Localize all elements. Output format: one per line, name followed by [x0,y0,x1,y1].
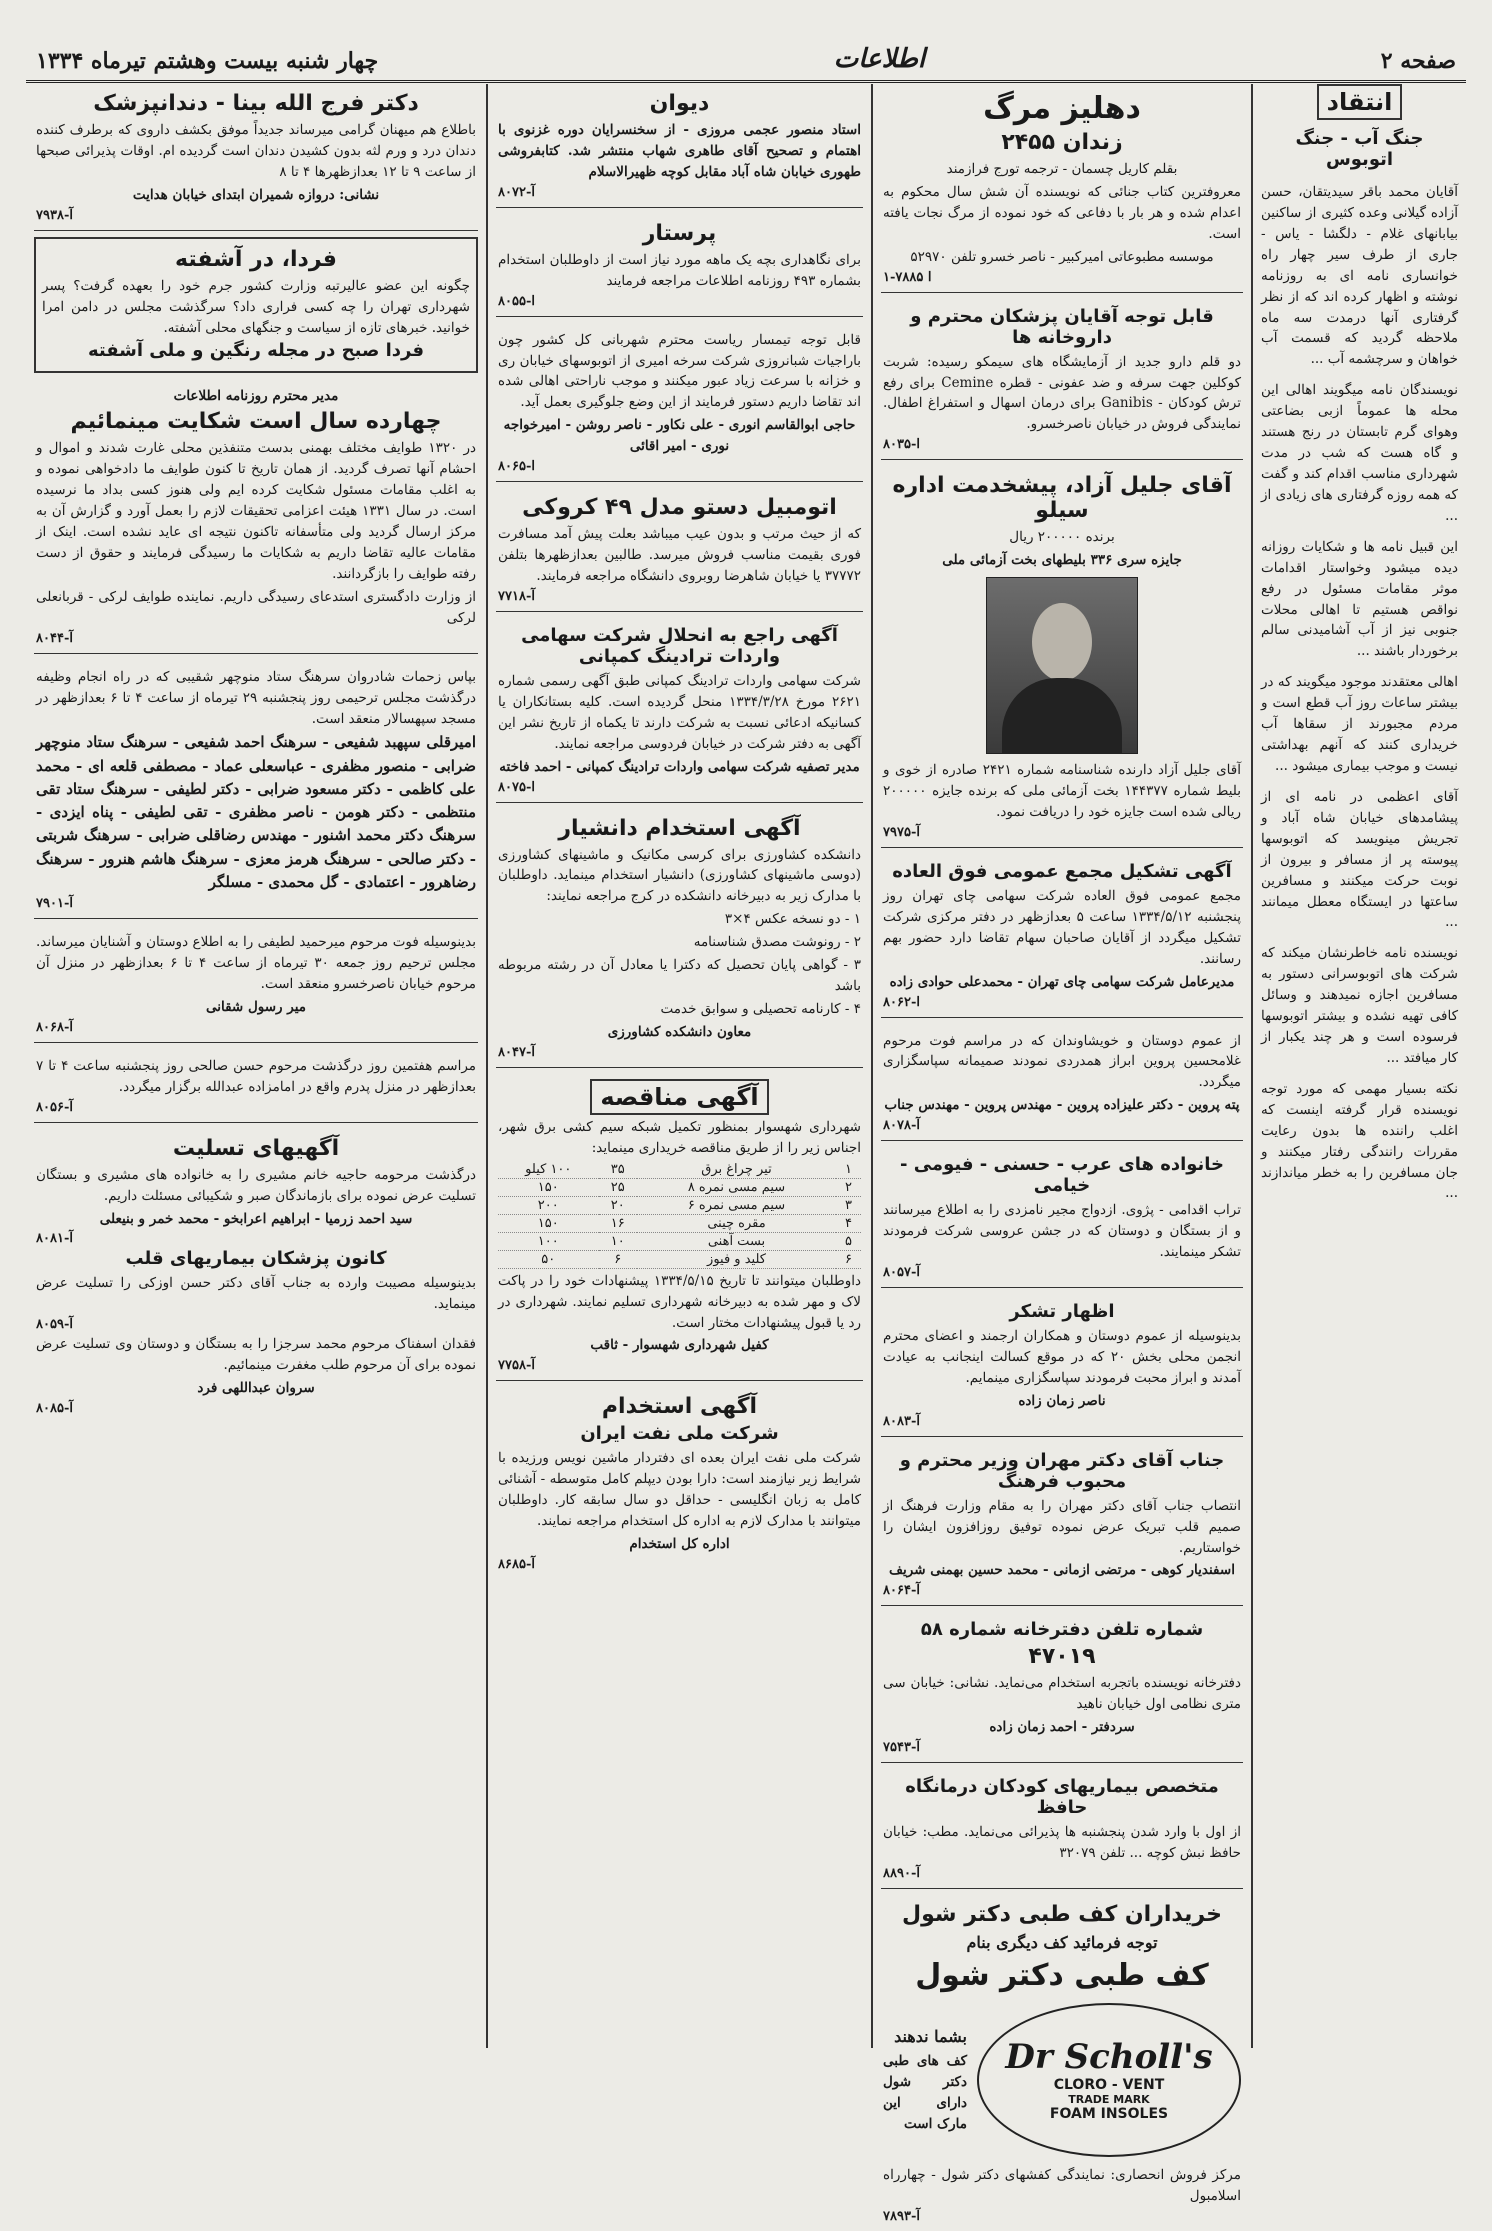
table-row [498,1214,861,1232]
ad-publisher: موسسه مطبوعاتی امیرکبیر - ناصر خسرو تلفن ۵۲۹۷۰ [910,248,1214,265]
ad-pediatric [881,1769,1243,1889]
table-cell: ۵۰ [498,1250,599,1268]
table-cell: ۱۰ [599,1232,637,1250]
ad-side-text: کف های طبی دکتر شول دارای این مارک است [883,2053,967,2133]
table-cell: بست آهنی [637,1232,836,1250]
ad-title: قابل توجه آقایان پزشکان محترم و داروخانه ها [910,305,1214,348]
ad-title: پرستار [642,220,717,246]
table-cell: ۳ [836,1196,861,1214]
brand-line: CLORO - VENT [1053,2077,1165,2094]
ad-title: دهلیز مرگ [983,91,1141,126]
ad-body: شهرداری شهسوار بمنظور تکمیل شبکه سیم کشی برق شهر، اجناس زیر را از طریق مناقصه خریداری مینماید: [498,1118,861,1156]
ad-body: در ۱۳۲۰ طوایف مختلف بهمنی بدست متنفذین محلی غارت شدند و اموال و احشام آنها تصرف گردید. از همان تاریخ تا کنون طوایف ما دادخواهی نموده و به اغلب مقامات مسئول شکایت کرده ایم ولی هنوز کسی بداد ما نرسیده است. در سال ۱۳۳۱ هیئت اعزامی تحقیقات لازم را بعمل آورد و گزارش آن به مرکز ارسال گردید ولی متأسفانه تاکنون نتیجه ای عاید نشده است. اینک از مقامات عالیه تقاضا داریم به شکایات ما رسیدگی فرمایند و حقوق از دست رفته طوایف را بازگردانند. [36,440,476,582]
ad-title: آگهی راجع به انحلال شرکت سهامی واردات ترادینگ کمپانی [521,624,838,667]
ad-body: که از حیث مرتب و بدون عیب میباشد بعلت پیش آمد مسافرت فوری بقیمت مناسب فروش میرسد. طالبین بعدازظهرها بتلفن ۳۷۷۷۲ یا خیابان شاهرضا روبروی دانشگاه مراجعه فرمایند. [498,526,861,584]
page-number: صفحه ۲ [1380,48,1456,74]
columns [26,84,1466,2224]
ad-body: معروفترین کتاب جنائی که نویسنده آن شش سال محکوم به اعدام شده و هر بار با دفاعی که خود نموده از مرگ نجات یافته است. [883,183,1241,242]
ad-ref: آ-۸۰۷۸ [883,1118,920,1134]
ad-title: اتومبیل دستو مدل ۴۹ کروکی [522,495,837,521]
ad-body: قابل توجه تیمسار ریاست محترم شهربانی کل کشور چون باراجیات شبانروزی شرکت سرخه امیری از اتوبوسهای خیابان ری و خزانه با سرعت زیاد عبور میکنند و موجب ناراحتی اهالی شده اند تقاضا داریم دستور فرمایند از این وضع جلوگیری بعمل آید. [498,331,861,411]
ad-body: بدینوسیله مصیبت وارده به جناب آقای دکتر حسن اوزکی را تسلیت عرض مینماید. [36,1275,476,1313]
ad-body: مجمع عمومی فوق العاده شرکت سهامی چای تهران روز پنجشنبه ۱۳۳۴/۵/۱۲ ساعت ۵ بعدازظهر در دفتر مرکزی شرکت تشکیل میگردد از آقایان صاحبان سهام تقاضا دارد حضور بهم رسانند. [883,887,1241,967]
scholl-logo [977,2003,1241,2157]
ad-ref: آ-۸۰۷۲ [498,184,535,200]
brand-line: FOAM INSOLES [1049,2106,1169,2123]
ad-complaint [34,379,478,653]
table-cell: ۲۵ [599,1178,637,1196]
ad-seventh-day [34,1049,478,1123]
ad-sign: مدیر تصفیه شرکت سهامی واردات ترادینگ کمپانی - احمد فاخته [499,758,860,775]
ad-notary [881,1612,1243,1763]
ad-title: آگهی استخدام [601,1394,758,1420]
ad-ref: آ-۷۷۵۸ [498,1358,535,1374]
ad-ref: آ-۷۸۹۳ [883,2208,920,2224]
ad-subtitle: کانون پزشکان بیماریهای قلب [125,1248,387,1270]
ad-names: امیرقلی سپهبد شفیعی - سرهنگ احمد شفیعی - سرهنگ ستاد منوچهر ضرابی - منصور مظفری - عباسعلی عماد - مصطفی قلعه ای - محمد علی کاظمی - دکتر مسعود ضرابی - دکتر لطیفی - سرهنگ ستاد تقی منتظمی - دکتر هومن - ناصر مظفری - تقی لطیفی - پناه ایزدی - سرهنگ دکتر محمد اشنور - مهندس رضاقلی ضرابی - سرهنگ شربتی - دکتر صالحی - سرهنگ هرمز معزی - سرهنگ هاشم هنرور - سرهنگ رضاهرور - اعتمادی - گل محمدی - مسلگر [36,733,476,891]
table-cell: ۲۰۰ [498,1196,599,1214]
ad-pharma [881,299,1243,461]
ad-body-2: داوطلبان میتوانند تا تاریخ ۱۳۳۴/۵/۱۵ پیشنهادات خود را در پاکت لاک و مهر شده به دبیرخانه شهرداری تسلیم نمایند. شهرداری در رد یا قبول پیشنهادات مختار است. [498,1272,861,1331]
ad-hiring-professor [496,809,863,1068]
ad-condolence-1 [34,925,478,1043]
table-cell: تیر چراغ برق [637,1161,836,1179]
article-paragraph: آقایان محمد باقر سیدیتقان، حسن آزاده گیلانی وعده کثیری از ساکنین بیابانهای غلام - دلگشا - یاس - جاری از طرف سیر چهار راه خوانساری نامه ای به روزنامه نوشته و اظهار کرده اند که از نظر گرفتاری آنها درمدت سه ماه ملاحظه گردید که قسمت آب خواهان و سرچشمه آب ... [1261,184,1458,368]
ad-body: شرکت سهامی واردات ترادینگ کمپانی طبق آگهی رسمی شماره ۲۶۲۱ مورخ ۱۳۳۴/۳/۲۸ منحل گردیده است. کلیه بستانکاران یا کسانیکه ادعائی نسبت به شرکت دارند تا یکماه از تاریخ نشر این آگهی به دفتر شرکت در خیابان فردوسی مراجعه نمایند. [498,672,861,752]
ad-footer: فردا صبح در مجله رنگین و ملی آشفته [87,340,425,362]
table-row [498,1196,861,1214]
ad-body: برای نگاهداری بچه یک ماهه مورد نیاز است از داوطلبان استخدام بشماره ۴۹۳ روزنامه اطلاعات مراجعه فرمایند [498,251,861,289]
ad-body: چگونه این عضو عالیرتبه وزارت کشور جرم خود را بعهده گرفت؟ پسر شهرداری تهران را چه کسی فراری داد؟ سرگذشت مجلس در دامن امرا خوانید. خبرهای تازه از سیاست و جنگهای محلی آشفته. [42,277,470,336]
ad-body: درگذشت مرحومه حاجیه خانم مشیری را به خانواده های مشیری و بستگان تسلیت عرض نموده برای بازماندگان صبر و شکیبائی مسئلت داریم. [36,1166,476,1204]
table-cell: ۳۵ [599,1161,637,1179]
page-header [26,18,1466,83]
ad-title: دکتر فرج الله بینا - دندانپزشک [93,91,419,116]
ad-sign: سردفتر - احمد زمان زاده [989,1719,1135,1736]
column-ads-b [486,84,871,2048]
ad-body: شرکت ملی نفت ایران بعده ای دفتردار ماشین نویس ورزیده با شرایط زیر نیازمند است: دارا بودن دیپلم کامل متوسطه - آشنائی کامل به زبان انگلیسی - حداقل دو سال سابقه کار. داوطلبان میتوانند با مدارک لازم به اداره کل استخدام مراجعه نمایند. [498,1450,861,1530]
table-cell: ۶ [836,1250,861,1268]
ad-title: آگهی استخدام دانشیار [558,815,801,841]
ad-title: آگهیهای تسلیت [172,1135,340,1161]
ad-thanks-parvin [881,1024,1243,1142]
ad-body: مراسم هفتمین روز درگذشت مرحوم حسن صالحی روز پنجشنبه ساعت ۴ تا ۷ بعدازظهر در منزل پدرم واقع در امامزاده عبدالله برگزار میگردد. [36,1057,477,1095]
ad-car-sale [496,488,863,612]
ad-subtitle: برنده ۲۰۰۰۰۰ ریال [1009,529,1115,546]
ad-ref: آ-۷۹۷۵ [883,824,920,840]
ad-address: نشانی: دروازه شمیران ابتدای خیابان هدایت [132,186,380,203]
table-cell: سیم مسی نمره ۸ [637,1178,836,1196]
column-ads-a [871,84,1251,2224]
ad-body: دفترخانه نویسنده باتجربه استخدام می‌نماید. نشانی: خیابان سی متری نظامی اول خیابان ناهید [883,1675,1241,1713]
ad-sign: پته پروین - دکتر علیزاده پروین - مهندس پروین - مهندس جناب [884,1097,1240,1114]
ad-liquidation [496,618,863,803]
ad-lottery [881,466,1243,848]
ad-title: متخصص بیماریهای کودکان درمانگاه حافظ [905,1776,1219,1819]
ad-title: چهارده سال است شکایت مینمائیم [70,409,442,435]
table-cell: سیم مسی نمره ۶ [637,1196,836,1214]
column-critique [1251,84,1466,2048]
ad-author: بقلم کاریل چسمان - ترجمه تورج فرازمند [946,161,1178,177]
table-cell: ۲ [836,1178,861,1196]
ad-ref: آ-۸۰۸۱ [36,1231,73,1247]
ad-title: آقای جلیل آزاد، پیشخدمت اداره سیلو [892,473,1232,524]
table-row [498,1178,861,1196]
ad-sign: ناصر زمان زاده [1018,1392,1106,1409]
issue-date: چهار شنبه بیست وهشتم تیرماه ۱۳۳۴ [36,48,379,74]
ad-ref: ا-۸۰۵۵ [498,293,535,309]
ad-ref: آ-۷۷۱۸ [498,588,535,604]
ad-ref: آ-۷۹۳۸ [36,207,73,223]
ad-divan [496,84,863,208]
article-paragraph: اهالی معتقدند موجود میگویند که در بیشتر ساعات روز آب قطع است و مردم مجبورند از سقاها آب خریداری کنند که آنهم بهداشتی نیست و موجب بیماری میشود ... [1261,674,1458,774]
ad-ashofteh [34,237,478,374]
table-row [498,1250,861,1268]
ad-ref: آ-۸۰۶۴ [883,1583,920,1599]
ad-sign: میر رسول شقانی [205,998,307,1015]
ad-ref: ا-۸۰۶۲ [883,994,920,1010]
ad-ref: ا-۸۰۶۵ [498,459,535,475]
ad-warning: بشما ندهند [894,2026,967,2046]
ad-title: جناب آقای دکتر مهران وزیر محترم و محبوب فرهنگ [899,1449,1225,1492]
brand-name: Dr Scholl's [1005,2037,1213,2078]
table-cell: ۶ [599,1250,637,1268]
ad-sign: مدیرعامل شرکت سهامی چای تهران - محمدعلی حوادی زاده [889,973,1235,990]
list-item: ۲ - رونوشت مصدق شناسنامه [693,934,861,951]
tender-table [498,1161,861,1269]
ad-sign: سید احمد زرمیا - ابراهیم اعرابخو - محمد خمر و بنیعلی [99,1210,413,1227]
newspaper-page [26,18,1466,2224]
ad-preheader: مدیر محترم روزنامه اطلاعات [173,388,339,405]
list-item: ۴ - کارنامه تحصیلی و سوابق خدمت [660,1000,861,1017]
ad-title: فردا، در آشفته [175,246,337,272]
ad-title: خریداران کف طبی دکتر شول [902,1901,1222,1927]
table-row [498,1232,861,1250]
brand-line: TRADE MARK [1068,2093,1150,2107]
ad-body: تراب اقدامی - پژوی. ازدواج مجیر نامزدی را به اطلاع میرسانند و از بستگان و دوستان که در جشن عروسی شرکت فرمودند تشکر مینمایند. [883,1202,1241,1261]
ad-memorial [34,660,478,920]
ad-sign: اسفندیار کوهی - مرتضی ازمانی - محمد حسین بهمنی شریف [889,1562,1235,1579]
article-paragraph: نکته بسیار مهمی که مورد توجه نویسنده قرار گرفته اینست که اغلب راننده ها بدون رعایت مقررات رانندگی رفتار میکنند و جان مسافرین را به خطر میاندازند ... [1261,1080,1458,1202]
ad-subtitle: توجه فرمائید کف دیگری بنام [966,1932,1158,1952]
ad-nurse [496,214,863,317]
ad-ref: آ-۸۰۸۳ [883,1413,920,1429]
ad-ref: آ-۷۹۰۱ [36,896,73,912]
table-row [498,1161,861,1179]
ad-body: از اول با وارد شدن پنجشنبه ها پذیرائی می‌نماید. مطب: خیابان حافظ نبش کوچه ... تلفن ۳۲۰۷۹ [883,1824,1241,1862]
ad-title: اظهار تشکر [1009,1300,1115,1322]
ad-body: استاد منصور عجمی مروزی - از سخنسرایان دوره غزنوی با اهتمام و تصحیح آقای طاهری شهاب منتشر شد. کتابفروشی طهوری خیابان شاه آباد مقابل کوچه ظهیرالاسلام [498,122,861,180]
article-paragraph: آقای اعظمی در نامه ای از پیشامدهای خیابان شاه آباد و تجریش مینویسد که اتوبوسها پیوسته پر از مسافر و بیرون از نوبت حرکت میکنند و مسافرین ساعتها در ایستگاه معطل میمانند ... [1261,788,1458,931]
ad-body: بپاس زحمات شادروان سرهنگ ستاد منوچهر شقیبی که در راه انجام وظیفه درگذشت مجلس ترحیمی روز پنجشنبه ۲۹ تیرماه از ساعت ۴ تا ۶ بعدازظهر در مسجد سپهسالار منعقد است. [36,668,477,727]
portrait-photo [986,577,1138,754]
ad-headline: کف طبی دکتر شول [915,1957,1209,1993]
ad-address: مرکز فروش انحصاری: نمایندگی کفشهای دکتر شول - چهارراه اسلامبول [883,2166,1241,2204]
section-title: انتقاد [1317,84,1403,120]
table-cell: ۱۵۰ [498,1214,599,1232]
ad-body: بدینوسیله فوت مرحوم میرحمید لطیفی را به اطلاع دوستان و آشنایان میرساند. مجلس ترحیم روز جمعه ۳۰ تیرماه از ساعت ۴ تا ۶ بعدازظهر در منزل آن مرحوم خیابان ناصرخسرو منعقد است. [36,934,477,993]
ad-book [881,84,1243,293]
ad-body-2: از وزارت دادگستری استدعای رسیدگی داریم. نماینده طوایف لرکی - قربانعلی لرکی [36,588,476,626]
ad-ref: آ-۸۰۵۹ [36,1317,73,1333]
ad-title: شماره تلفن دفترخانه شماره ۵۸ [920,1619,1204,1641]
ad-body: باطلاع هم میهنان گرامی میرساند جدیداً موفق بکشف داروی که برطرف کننده دندان درد و ورم لثه بدون کشیدن دندان است گردیده ام. اوقات پذیرائی صبحها از ساعت ۹ تا ۱۲ بعدازظهرها ۴ تا ۸ [36,122,476,180]
ad-subtitle: زندان ۲۴۵۵ [1001,130,1123,155]
table-cell: ۱ [836,1161,861,1179]
ad-sign: سروان عبداللهی فرد [197,1380,315,1397]
article-title: جنگ آب - جنگ اتوبوس [1295,128,1424,170]
ad-tender [496,1074,863,1382]
ad-ref: ا-۸۰۷۵ [498,779,535,795]
article-paragraph: نویسندگان نامه میگویند اهالی این محله ها عموماً ازبی بضاعتی وهوای گرم تابستان در رنج هستند و گاه هست که شب در مدت شهرداری مناسب اقدام کند و گفت که همه روزه گرفتاری های زیادی از ... [1261,382,1458,524]
ad-ref: آ-۸۰۶۸ [36,1019,73,1035]
ad-petition [496,323,863,483]
ad-body: انتصاب جناب آقای دکتر مهران را به مقام وزارت فرهنگ از صمیم قلب تبریک عرض نموده توفیق روزافزون ایشان را خواستاریم. [883,1497,1241,1556]
list-item: ۱ - دو نسخه عکس ۴×۳ [724,911,861,928]
table-cell: کلید و فیوز [637,1250,836,1268]
ad-ref: ا-۸۰۳۵ [883,437,920,453]
table-cell: ۲۰ [599,1196,637,1214]
ad-dr-scholl [881,1895,1243,2231]
table-cell: ۱۰۰ [498,1232,599,1250]
ad-subtitle-2: جایزه سری ۳۳۶ بلیطهای بخت آزمائی ملی [942,552,1182,569]
ad-body: دو قلم دارو جدید از آزمایشگاه های سیمکو رسیده: شربت کوکلین جهت سرفه و ضد عفونی - قطره Cemine برای رفع ترش کودکان - Ganibis برای درمان اسهال و استفراغ اطفال. نمایندگی فروش در خیابان ناصرخسرو. [883,353,1241,433]
ad-ref: آ-۸۸۹۰ [883,1865,920,1881]
ad-ref: آ-۸۰۵۷ [883,1264,920,1280]
table-cell: ۴ [836,1214,861,1232]
ad-body: از عموم دوستان و خویشاوندان که در مراسم فوت مرحوم غلامحسین پروین ابراز همدردی نمودند صمیمانه سپاسگزاری میگردد. [883,1032,1241,1091]
ad-sign: کفیل شهرداری شهسوار - ثاقب [590,1337,769,1354]
ad-sign: معاون دانشکده کشاورزی [607,1023,752,1040]
phone-number: ۴۷۰۱۹ [1028,1644,1096,1670]
ad-ref: آ-۷۵۴۳ [883,1740,920,1756]
table-cell: ۱۵۰ [498,1178,599,1196]
ad-dentist [34,84,478,231]
column-ads-c [26,84,486,2048]
ad-ref: آ-۸۰۴۷ [498,1044,535,1060]
ad-body: فقدان اسفناک مرحوم محمد سرجزا را به بستگان و دوستان وی تسلیت عرض نموده برای آن مرحوم طلب مغفرت مینمائیم. [36,1336,476,1374]
ad-ref: آ-۸۰۵۶ [36,1099,73,1115]
ad-sign: اداره کل استخدام [629,1536,730,1553]
ad-body: آقای جلیل آزاد دارنده شناسنامه شماره ۲۴۲۱ صادره از خوی و بلیط شماره ۱۴۴۳۷۷ بخت آزمائی ملی که برنده جایزه ۲۰۰۰۰۰ ریالی شده است جایزه خود را دریافت نمود. [883,762,1241,820]
ad-oil-hiring [496,1387,863,1579]
ad-minister [881,1443,1243,1607]
table-cell: ۱۰۰ کیلو [498,1161,599,1179]
table-cell: ۱۶ [599,1214,637,1232]
table-cell: ۵ [836,1232,861,1250]
ad-ref: آ-۸۰۴۴ [36,630,73,646]
ad-body: بدینوسیله از عموم دوستان و همکاران ارجمند و اعضای محترم انجمن محلی بخش ۲۰ که در موقع کسالت اینجانب به عیادت آمدند و ابراز محبت فرمودند سپاسگزاری مینمایم. [883,1327,1241,1386]
ad-ref: آ-۸۶۸۵ [498,1556,535,1572]
table-cell: مقره چینی [637,1214,836,1232]
ad-title: خانواده های عرب - حسنی - فیومی - خیامی [899,1154,1225,1197]
ad-condolences [34,1129,478,1423]
ad-assembly [881,854,1243,1018]
ad-ref: ۱-۷۸۸۵ ا [883,269,932,285]
ad-title: آگهی تشکیل مجمع عمومی فوق العاده [892,860,1232,882]
ad-title: آگهی مناقصه [590,1079,768,1115]
masthead: اطلاعات [833,44,926,74]
ad-gratitude [881,1294,1243,1437]
article-paragraph: نویسنده نامه خاطرنشان میکند که شرکت های اتوبوسرانی دستور به مسافرین اجازه نمیدهند و وسائل کافی تهیه نشده و بیشتر اتوبوسها فرسوده است و هر چند یکبار از کار میافتد ... [1261,945,1458,1066]
ad-subtitle: شرکت ملی نفت ایران [580,1423,779,1445]
ad-families [881,1147,1243,1288]
list-item: ۳ - گواهی پایان تحصیل که دکترا یا معادل آن در رشته مربوطه باشد [498,957,861,995]
ad-body: دانشکده کشاورزی برای کرسی مکانیک و ماشینهای کشاورزی (دوسی ماشینهای کشاورزی) دانشیار استخدام مینماید. داوطلبان با مدارک زیر به دبیرخانه دانشکده در کرج مراجعه نمایند: [498,846,861,905]
ad-sign: حاجی ابوالقاسم انوری - علی نکاور - ناصر روشن - امیرخواجه نوری - امیر اقائی [503,417,856,455]
article-paragraph: این قبیل نامه ها و شکایات روزانه دیده میشود وخواستار اقدامات موثر مقامات مسئول در رفع نواقص هستیم تا اهالی محلات جنوبی نیز از آب آشامیدنی سالم برخوردار باشند ... [1261,538,1458,660]
ad-ref: آ-۸۰۸۵ [36,1401,73,1417]
ad-title: دیوان [649,91,710,116]
